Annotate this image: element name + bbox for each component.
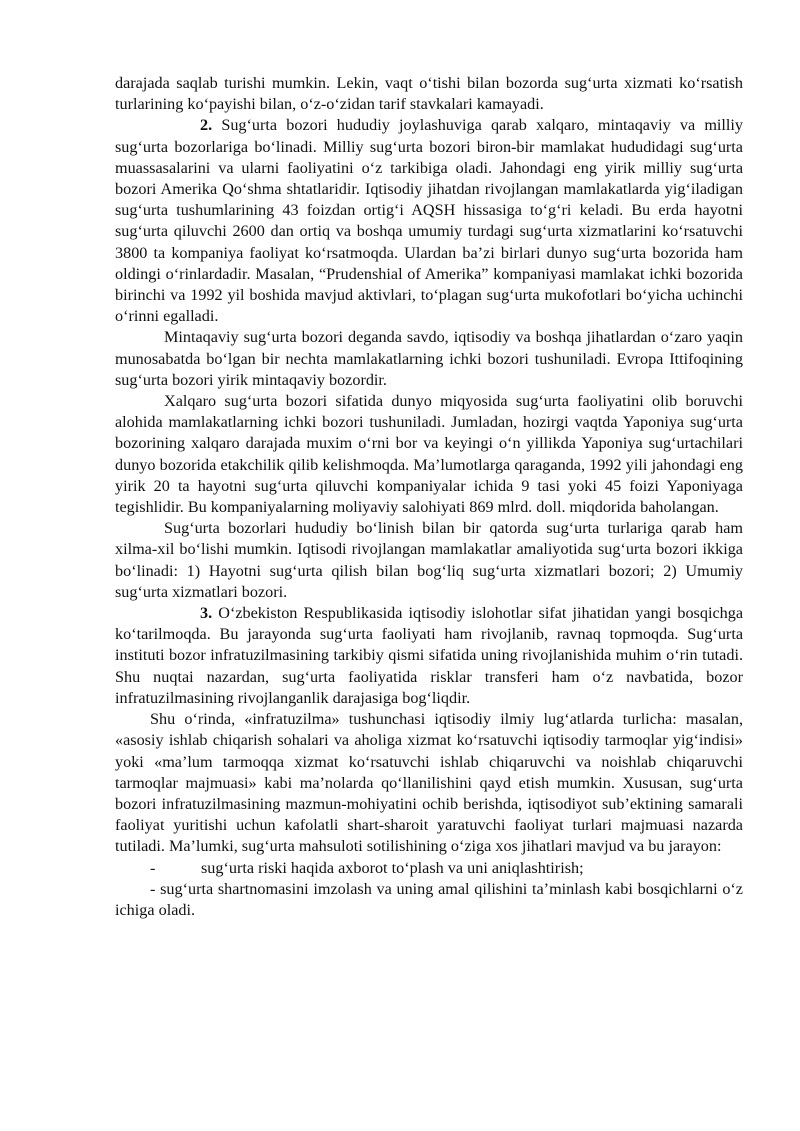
- paragraph-market-types: Sugʻurta bozorlari hududiy boʻlinish bilan bir qatorda sugʻurta turlariga qarab ham xilma-xil boʻlishi mumkin. Iqtisodi rivojlangan mamlakatlar amaliyotida sugʻurta bozori ikkiga boʻlinadi: 1) Hayotni sugʻurta qilish bilan bogʻliq sugʻurta xizmatlari bozori; 2) Umumiy sugʻurta xizmatlari bozori.: [115, 519, 743, 601]
- section-number: 2.: [200, 116, 213, 135]
- paragraph-section-3: [115, 603, 743, 709]
- paragraph-text: Sugʻurta bozori hududiy joylashuviga qarab xalqaro, mintaqaviy va milliy sugʻurta bozorlariga boʻlinadi. Milliy sugʻurta bozori biron-bir mamlakat hududidagi sugʻurta muassasalarini va ularni faoliyatini oʻz tarkibiga oladi. Jahondagi eng yirik milliy sugʻurta bozori Amerika Qoʻshma shtatlaridir. Iqtisodiy jihatdan rivojlangan mamlakatlarda yigʻiladigan sugʻurta tushumlarining 43 foizdan ortigʻi AQSH hissasiga toʻgʻri keladi. Bu erda hayotni sugʻurta qiluvchi 2600 dan ortiq va boshqa umumiy turdagi sugʻurta xizmatlarini koʻrsatuvchi 3800 ta kompaniya faoliyat koʻrsatmoqda. Ulardan baʼzi birlari dunyo sugʻurta bozorida ham oldingi oʻrinlardadir. Masalan, “Prudenshial of Amerika” kompaniyasi mamlakat ichki bozorida birinchi va 1992 yil boshida mavjud aktivlari, toʻplagan sugʻurta mukofotlari boʻyicha uchinchi oʻrinni egalladi.: [115, 116, 743, 326]
- paragraph-continuation: darajada saqlab turishi mumkin. Lekin, vaqt oʻtishi bilan bozorda sugʻurta xizmati koʻrsatish turlarining koʻpayishi bilan, oʻz-oʻzidan tarif stavkalari kamayadi.: [115, 74, 743, 114]
- section-number: 3.: [200, 604, 213, 623]
- list-item: - sugʻurta shartnomasini imzolash va uning amal qilishini taʼminlash kabi bosqichlarni oʻz ichiga oladi.: [115, 879, 743, 919]
- paragraph-infrastructure: Shu oʻrinda, «infratuzilma» tushunchasi iqtisodiy ilmiy lugʻatlarda turlicha: masalan, «asosiy ishlab chiqarish sohalari va aholiga xizmat koʻrsatuvchi iqtisodiy tarmoqlar yigʻindisi» yoki «maʼlum tarmoqqa xizmat koʻrsatuvchi ishlab chiqaruvchi va noishlab chiqaruvchi tarmoqlar majmuasi» kabi maʼnolarda qoʻllanilishini qayd etish mumkin. Xususan, sugʻurta bozori infratuzilmasining mazmun-mohiyatini ochib berishda, iqtisodiyot subʼektining samarali faoliyat yuritishi uchun kafolatli shart-sharoit yaratuvchi faoliyat turlari majmuasi nazarda tutiladi. Maʼlumki, sugʻurta mahsuloti sotilishining oʻziga xos jihatlari mavjud va bu jarayon:: [115, 710, 743, 856]
- paragraph-regional-market: Mintaqaviy sugʻurta bozori deganda savdo, iqtisodiy va boshqa jihatlardan oʻzaro yaqin munosabatda boʻlgan bir nechta mamlakatlarning ichki bozori tushuniladi. Evropa Ittifoqining sugʻurta bozori yirik mintaqaviy bozordir.: [115, 328, 743, 389]
- paragraph-section-2: [115, 115, 743, 327]
- list-item: [115, 858, 743, 879]
- paragraph-text: Oʻzbekiston Respublikasida iqtisodiy islohotlar sifat jihatidan yangi bosqichga koʻtarilmoqda. Bu jarayonda sugʻurta faoliyati ham rivojlanib, ravnaq topmoqda. Sugʻurta instituti bozor infratuzilmasining tarkibiy qismi sifatida uning rivojlanishida muhim oʻrin tutadi. Shu nuqtai nazardan, sugʻurta faoliyatida risklar transferi ham oʻz navbatida, bozor infratuzilmasining rivojlanganlik darajasiga bogʻliqdir.: [115, 604, 744, 707]
- list-item-text: sugʻurta riski haqida axborot toʻplash va uni aniqlashtirish;: [201, 858, 584, 877]
- paragraph-international-market: Xalqaro sugʻurta bozori sifatida dunyo miqyosida sugʻurta faoliyatini olib boruvchi alohida mamlakatlarning ichki bozori tushuniladi. Jumladan, hozirgi vaqtda Yaponiya sugʻurta bozorining xalqaro darajada muxim oʻrni bor va keyingi oʻn yillikda Yaponiya sugʻurtachilari dunyo bozorida etakchilik qilib kelishmoqda. Maʼlumotlarga qaraganda, 1992 yili jahondagi eng yirik 20 ta hayotni sugʻurta qiluvchi kompaniyalar ichida 9 tasi yoki 45 foizi Yaponiyaga tegishlidir. Bu kompaniyalarning moliyaviy salohiyati 869 mlrd. doll. miqdorida baholangan.: [115, 392, 743, 517]
- list-dash: -: [150, 858, 156, 877]
